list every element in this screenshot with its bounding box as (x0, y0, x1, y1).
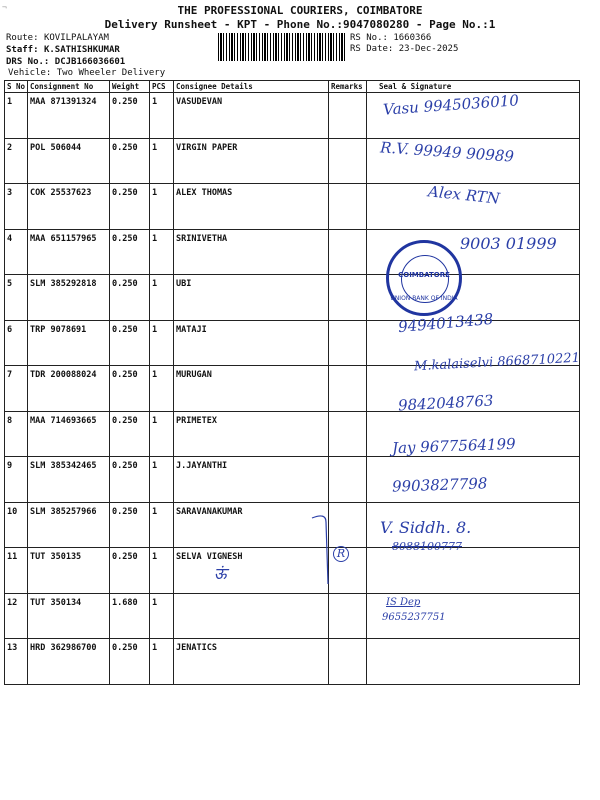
route-value: KOVILPALAYAM (43, 33, 109, 43)
signature-row-10: 9903827798 (391, 474, 488, 496)
signature-row-3: Alex RTN (427, 182, 501, 208)
signature-row-6: 9494013438 (397, 309, 495, 337)
cell-consignment: MAA 871391324 (28, 93, 110, 139)
cell-remarks (329, 275, 367, 321)
cell-weight: 0.250 (110, 184, 150, 230)
signature-row-8: 9842048763 (397, 391, 494, 415)
stamp-city: COIMBATORE (398, 271, 450, 279)
cell-remarks (329, 593, 367, 639)
cell-weight: 0.250 (110, 411, 150, 457)
cell-weight: 0.250 (110, 457, 150, 503)
cell-sno: 2 (5, 138, 28, 184)
cell-sno: 13 (5, 639, 28, 685)
col-weight: Weight (110, 81, 150, 93)
table-row (5, 502, 580, 548)
cell-consignment: SLM 385292818 (28, 275, 110, 321)
cell-pcs: 1 (150, 93, 174, 139)
cell-consignee: MATAJI (174, 320, 329, 366)
cell-remarks (329, 229, 367, 275)
cell-weight: 0.250 (110, 502, 150, 548)
cell-remarks (329, 366, 367, 412)
cell-sno: 11 (5, 548, 28, 594)
cell-consignee: J.JAYANTHI (174, 457, 329, 503)
cell-consignment: TUT 350135 (28, 548, 110, 594)
staff-value: K.SATHISHKUMAR (43, 45, 120, 55)
signature-row-7: M.kalaiselvi 8668710221 (413, 350, 581, 375)
signature-row-11: V. Siddh. 8. (380, 518, 472, 537)
cell-pcs: 1 (150, 275, 174, 321)
phone-row-13: 9655237751 (382, 612, 446, 623)
runsheet-subtitle: Delivery Runsheet - KPT - Phone No.:9047080280 - Page No.:1 (104, 18, 496, 31)
drs-label: DRS No.: (6, 57, 50, 67)
col-pcs: PCS (150, 81, 174, 93)
cell-pcs: 1 (150, 639, 174, 685)
cell-weight: 0.250 (110, 275, 150, 321)
cell-consignment: TRP 9078691 (28, 320, 110, 366)
cell-weight: 0.250 (110, 548, 150, 594)
cell-weight: 0.250 (110, 93, 150, 139)
cell-consignment: HRD 362986700 (28, 639, 110, 685)
cell-pcs: 1 (150, 229, 174, 275)
col-consignee: Consignee Details (174, 81, 329, 93)
cell-weight: 0.250 (110, 639, 150, 685)
cell-sno: 7 (5, 366, 28, 412)
staff-label: Staff: (6, 45, 39, 55)
col-signature: Seal & Signature (367, 81, 580, 93)
rs-date: RS Date: 23-Dec-2025 (350, 44, 459, 54)
cell-consignee: UBI (174, 275, 329, 321)
table-row (5, 457, 580, 503)
cell-pcs: 1 (150, 184, 174, 230)
cell-consignee: SRINIVETHA (174, 229, 329, 275)
cell-consignee: ALEX THOMAS (174, 184, 329, 230)
company-title: THE PROFESSIONAL COURIERS, COIMBATORE (177, 4, 423, 17)
cell-remarks (329, 93, 367, 139)
cell-sno: 9 (5, 457, 28, 503)
col-sno: S No (5, 81, 28, 93)
cell-pcs: 1 (150, 366, 174, 412)
cell-remarks (329, 457, 367, 503)
cell-consignment: COK 25537623 (28, 184, 110, 230)
table-row (5, 639, 580, 685)
cell-weight: 0.250 (110, 229, 150, 275)
table-row (5, 593, 580, 639)
vehicle-line: Vehicle: Two Wheeler Delivery (8, 68, 166, 78)
cell-remarks (329, 320, 367, 366)
cell-consignee: SARAVANAKUMAR (174, 502, 329, 548)
cell-consignment: TUT 350134 (28, 593, 110, 639)
row-12-mark: ऊं (214, 564, 227, 583)
signature-row-2: R.V. 99949 90989 (379, 138, 515, 166)
cell-sno: 4 (5, 229, 28, 275)
cell-weight: 1.680 (110, 593, 150, 639)
cell-remarks (329, 184, 367, 230)
route-line (6, 33, 109, 43)
cell-pcs: 1 (150, 457, 174, 503)
cell-consignee (174, 593, 329, 639)
cell-remarks (329, 411, 367, 457)
cell-consignee: PRIMETEX (174, 411, 329, 457)
cell-sno: 1 (5, 93, 28, 139)
cell-pcs: 1 (150, 320, 174, 366)
cell-remarks (329, 138, 367, 184)
staff-line (6, 45, 120, 55)
cell-weight: 0.250 (110, 366, 150, 412)
cell-sno: 8 (5, 411, 28, 457)
cell-consignee: VASUDEVAN (174, 93, 329, 139)
cell-consignee: SELVA VIGNESH (174, 548, 329, 594)
col-consignment: Consignment No (28, 81, 110, 93)
signature-row-13: IS Dep (386, 597, 421, 608)
cell-weight: 0.250 (110, 320, 150, 366)
cell-pcs: 1 (150, 411, 174, 457)
cell-sno: 5 (5, 275, 28, 321)
cell-weight: 0.250 (110, 138, 150, 184)
drs-value: DCJB166036601 (54, 57, 126, 67)
cell-pcs: 1 (150, 548, 174, 594)
barcode-image (218, 33, 346, 61)
cell-consignment: MAA 651157965 (28, 229, 110, 275)
rs-number: RS No.: 1660366 (350, 33, 432, 43)
row-12-remark-mark: R (333, 546, 349, 562)
stamp-bank: UNION BANK OF INDIA (390, 295, 458, 302)
signature-row-1: Vasu 9945036010 (382, 91, 520, 119)
cell-consignee: MURUGAN (174, 366, 329, 412)
bank-seal-stamp (386, 240, 462, 316)
cell-consignee: VIRGIN PAPER (174, 138, 329, 184)
cell-consignment: SLM 385257966 (28, 502, 110, 548)
cell-consignee: JENATICS (174, 639, 329, 685)
cell-pcs: 1 (150, 138, 174, 184)
signature-row-9: Jay 9677564199 (391, 434, 516, 458)
drs-line (6, 57, 125, 67)
col-remarks: Remarks (329, 81, 367, 93)
cell-pcs: 1 (150, 593, 174, 639)
cell-signature (367, 639, 580, 685)
phone-row-11: 8088100777 (392, 540, 462, 553)
cell-sno: 10 (5, 502, 28, 548)
cell-sno: 6 (5, 320, 28, 366)
cell-consignment: MAA 714693665 (28, 411, 110, 457)
table-row (5, 548, 580, 594)
cell-consignment: SLM 385342465 (28, 457, 110, 503)
runsheet-table (4, 80, 580, 685)
signature-row-4: 9003 01999 (460, 234, 557, 253)
route-label: Route: (6, 33, 39, 43)
cell-remarks (329, 639, 367, 685)
cell-consignment: POL 506044 (28, 138, 110, 184)
margin-mark: ¬ (2, 3, 7, 12)
cell-pcs: 1 (150, 502, 174, 548)
cell-sno: 12 (5, 593, 28, 639)
cell-consignment: TDR 200088024 (28, 366, 110, 412)
remark-slash-stroke (308, 512, 368, 592)
cell-sno: 3 (5, 184, 28, 230)
cell-signature (367, 548, 580, 594)
table-header-row (5, 81, 580, 93)
table-row (5, 275, 580, 321)
